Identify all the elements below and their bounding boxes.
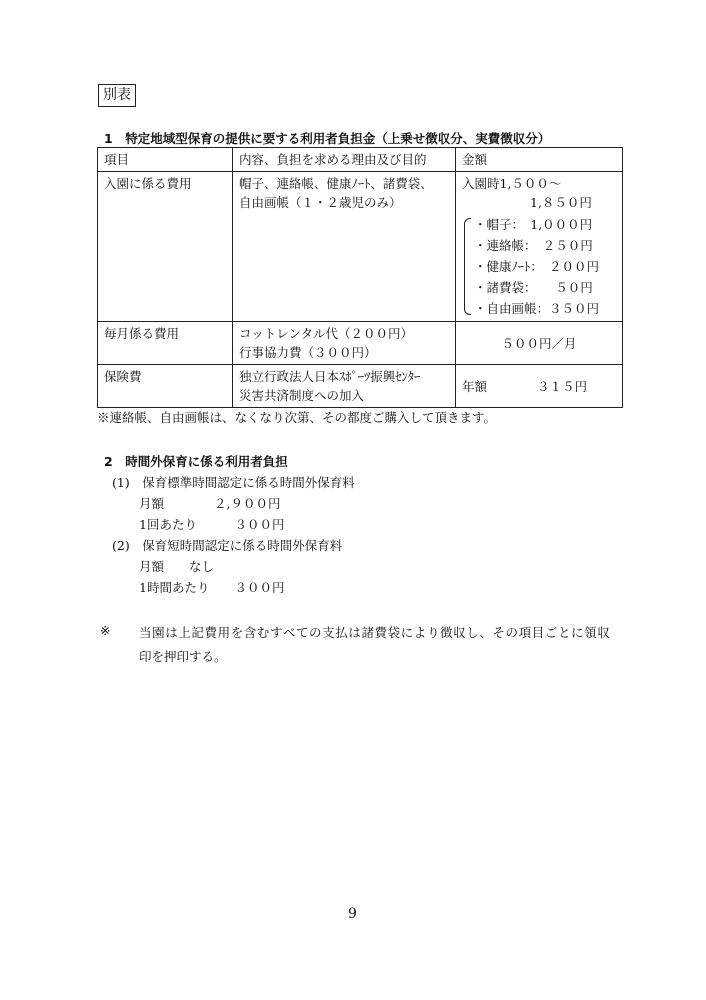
- list-item: ・自由画帳：３５０円: [474, 301, 600, 316]
- row1-amount-line2: 1,８５０円: [530, 195, 592, 210]
- list-item: ・帽子： 1,０００円: [474, 217, 593, 232]
- sub2-heading: (2) 保育短時間認定に係る時間外保育料: [112, 538, 343, 553]
- table-row: [98, 172, 623, 322]
- table-header-row: [98, 148, 623, 172]
- sub1-monthly: 月額 ２,９００円: [139, 496, 281, 511]
- row1-amount: [456, 172, 623, 322]
- row3-amount: 年額 ３１５円: [456, 365, 623, 408]
- list-item: ・健康ﾉｰﾄ： ２００円: [474, 259, 600, 274]
- footnote-line2: 印を押印する。: [139, 649, 227, 664]
- breakdown-list: [462, 214, 616, 319]
- row2-amount: ５００円／月: [456, 322, 623, 365]
- table-note: ※連絡帳、自由画帳は、なくなり次第、その都度ご購入して頂きます。: [97, 410, 497, 425]
- curly-brace: [464, 218, 471, 315]
- header-content: 内容、負担を求める理由及び目的: [233, 148, 456, 172]
- section2-title: 2 時間外保育に係る利用者負担: [104, 454, 288, 469]
- sub2-per-hour: 1時間あたり ３００円: [139, 580, 285, 595]
- row1-content-line1: 帽子、連絡帳、健康ﾉｰﾄ、諸費袋、: [239, 176, 433, 191]
- row1-amount-line1: 入園時1,５００～: [462, 176, 562, 191]
- row2-content-line2: 行事協力費（３００円）: [239, 345, 377, 360]
- fee-table: [97, 147, 623, 408]
- header-amount: 金額: [456, 148, 623, 172]
- row3-content-line2: 災害共済制度への加入: [239, 388, 365, 403]
- footnote-mark: ※: [100, 623, 111, 638]
- row3-content: [233, 365, 456, 408]
- row2-content: [233, 322, 456, 365]
- appendix-label: 別表: [98, 84, 136, 107]
- table-row: [98, 365, 623, 408]
- row3-content-line1: 独立行政法人日本ｽﾎﾟｰﾂ振興ｾﾝﾀｰ: [239, 369, 421, 384]
- sub1-per-time: 1回あたり ３００円: [139, 517, 285, 532]
- sub1-heading: (1) 保育標準時間認定に係る時間外保育料: [112, 475, 355, 490]
- sub2-monthly: 月額 なし: [139, 559, 215, 574]
- section1-title: 1 特定地域型保育の提供に要する利用者負担金（上乗せ徴収分、実費徴収分）: [104, 131, 551, 146]
- table-row: [98, 322, 623, 365]
- footnote-line1: 当園は上記費用を含むすべての支払は諸費袋により徴収し、その項目ごとに領収: [139, 625, 611, 640]
- row1-content: [233, 172, 456, 322]
- list-item: ・連絡帳： ２５０円: [474, 238, 593, 253]
- row2-content-line1: コットレンタル代（２００円）: [239, 326, 413, 341]
- header-item: 項目: [98, 148, 233, 172]
- row1-item: 入園に係る費用: [98, 172, 233, 322]
- row1-content-line2: 自由画帳（１・２歳児のみ）: [239, 195, 402, 210]
- page-number: 9: [348, 906, 357, 922]
- list-item: ・諸費袋： ５０円: [474, 280, 593, 295]
- row2-item: 毎月係る費用: [98, 322, 233, 365]
- row3-item: 保険費: [98, 365, 233, 408]
